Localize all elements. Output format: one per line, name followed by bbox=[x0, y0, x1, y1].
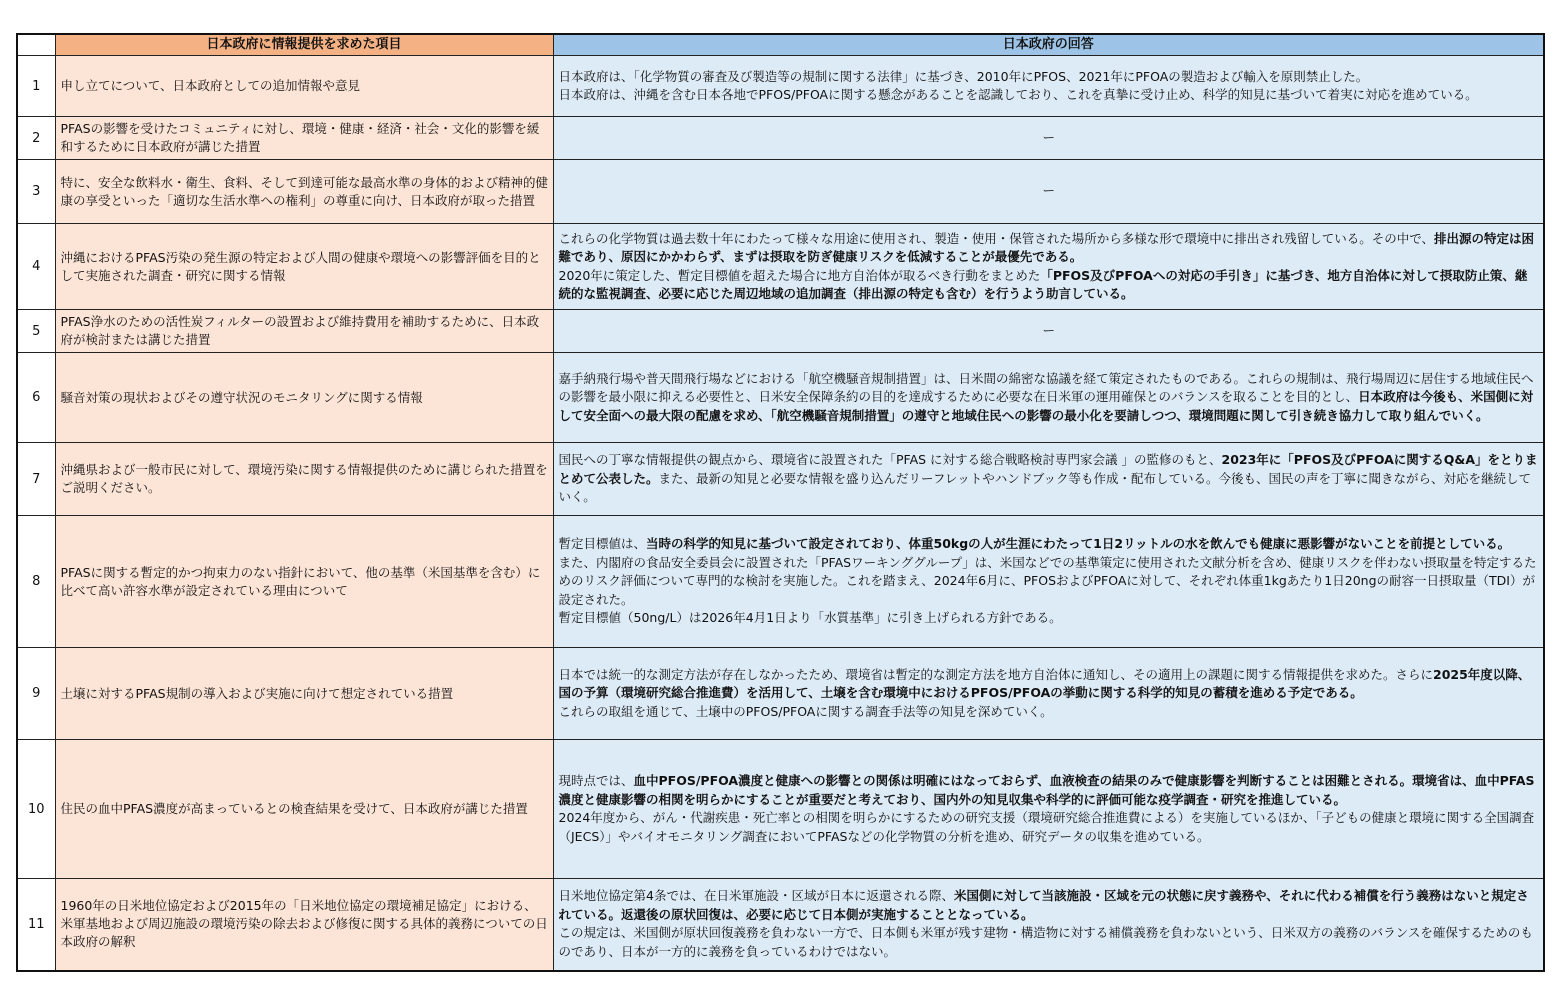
table-row bbox=[17, 740, 1544, 879]
answer-paragraph bbox=[559, 68, 1540, 87]
answer-text: 国民への丁寧な情報提供の観点から、環境省に設置された「PFAS に対する総合戦略検討専門家会議 」の監修のもと、 bbox=[558, 452, 1222, 468]
requested-item: 申し立てについて、日本政府としての追加情報や意見 bbox=[55, 56, 553, 117]
table-row bbox=[17, 879, 1544, 971]
header-row bbox=[17, 34, 1544, 56]
government-answer bbox=[553, 648, 1544, 740]
answer-text: 日本政府は、沖縄を含む日本各地でPFOS/PFOAに関する懸念があることを認識しており、これを真摯に受け止め、科学的知見に基づいて着実に対応を進めている。 bbox=[558, 87, 1478, 102]
table-row bbox=[17, 443, 1544, 516]
answer-paragraph bbox=[559, 609, 1540, 628]
answer-text: また、内閣府の食品安全委員会に設置された「PFASワーキンググループ」は、米国などでの基準策定に使用された文献分析を含め、健康リスクを伴わない摂取量を特定するためのリスク評価について専門的な検討を実施した。これを踏まえ、2024年6月に、PFOSおよびPFOAに対して、それぞれ体重1kgあたり1日20ngの耐容一日摂取量（TDI）が設定された。 bbox=[558, 554, 1537, 607]
answer-text: 嘉手納飛行場や普天間飛行場などにおける「航空機騒音規制措置」は、日米間の綿密な協議を経て策定されたものである。これらの規制は、飛行場周辺に居住する地域住民への影響を最小限に抑える必要性と、日米安全保障条約の目的を達成するために必要な在日米軍の運用確保とのバランスを取ることを目的とし、 bbox=[558, 370, 1534, 405]
answer-emphasis: 米国側に対して当該施設・区域を元の状態に戻す義務や、それに代わる補償を行う義務はないと規定されている。返還後の原状回復は、必要に応じて日本側が実施することとなっている。 bbox=[558, 888, 1529, 922]
requested-item: 騒音対策の現状およびその遵守状況のモニタリングに関する情報 bbox=[55, 353, 553, 443]
answer-text: 日米地位協定第4条では、在日米軍施設・区域が日本に返還される際、 bbox=[558, 888, 954, 904]
answer-paragraph bbox=[559, 370, 1540, 426]
answer-emphasis: 2023年に「PFOS及びPFOAに関するQ&A」をとりまとめて公表した。 bbox=[558, 452, 1538, 486]
government-answer bbox=[553, 353, 1544, 443]
row-number: 8 bbox=[17, 516, 55, 648]
answer-text: ー bbox=[1042, 129, 1055, 145]
table-row bbox=[17, 648, 1544, 740]
table-row bbox=[17, 516, 1544, 648]
requested-item: 特に、安全な飲料水・衛生、食料、そして到達可能な最高水準の身体的および精神的健康の享受といった「適切な生活水準への権利」の尊重に向け、日本政府が取った措置 bbox=[55, 160, 553, 224]
answer-paragraph bbox=[559, 554, 1540, 610]
answer-paragraph bbox=[559, 129, 1540, 148]
answer-text: また、最新の知見と必要な情報を盛り込んだリーフレットやハンドブック等も作成・配布している。今後も、国民の声を丁寧に聞きながら、対応を継続していく。 bbox=[558, 470, 1532, 505]
government-answer bbox=[553, 117, 1544, 160]
government-answer bbox=[553, 443, 1544, 516]
row-number: 7 bbox=[17, 443, 55, 516]
table-row bbox=[17, 56, 1544, 117]
requested-item: 1960年の日米地位協定および2015年の「日米地位協定の環境補足協定」における、米軍基地および周辺施設の環境汚染の除去および修復に関する具体的義務についての日本政府の解釈 bbox=[55, 879, 553, 971]
answer-emphasis: 排出源の特定は困難であり、原因にかかわらず、まずは摂取を防ぎ健康リスクを低減することが最優先である。 bbox=[558, 230, 1535, 264]
answer-text: 2020年に策定した、暫定目標値を超えた場合に地方自治体が取るべき行動をまとめた bbox=[558, 267, 1041, 283]
answer-paragraph bbox=[559, 809, 1540, 846]
government-answer bbox=[553, 879, 1544, 971]
answer-paragraph bbox=[559, 887, 1540, 924]
requested-item: PFAS浄水のための活性炭フィルターの設置および維持費用を補助するために、日本政府が検討または講じた措置 bbox=[55, 310, 553, 353]
answer-text: 暫定目標値（50ng/L）は2026年4月1日より「水質基準」に引き上げられる方針である。 bbox=[558, 610, 1062, 626]
answer-paragraph bbox=[559, 86, 1540, 105]
answer-text: この規定は、米国側が原状回復義務を負わない一方で、日本側も米軍が残す建物・構造物に対する補償義務を負わないという、日米双方の義務のバランスを確保するためのものであり、日本が一方的に義務を負っているわけではない。 bbox=[558, 925, 1533, 959]
answer-text: 日本では統一的な測定方法が存在しなかったため、環境省は暫定的な測定方法を地方自治体に通知し、その適用上の課題に関する情報提供を求めた。さらに bbox=[558, 666, 1434, 682]
requested-item: 土壌に対するPFAS規制の導入および実施に向けて想定されている措置 bbox=[55, 648, 553, 740]
table-container bbox=[16, 33, 1543, 972]
table-row bbox=[17, 353, 1544, 443]
row-number: 5 bbox=[17, 310, 55, 353]
row-number: 3 bbox=[17, 160, 55, 224]
answer-emphasis: 当時の科学的知見に基づいて設定されており、体重50kgの人が生涯にわたって1日2リットルの水を飲んでも健康に悪影響がないことを前提としている。 bbox=[646, 536, 1511, 552]
answer-paragraph bbox=[559, 322, 1540, 341]
requested-item: PFASの影響を受けたコミュニティに対し、環境・健康・経済・社会・文化的影響を緩和するために日本政府が講じた措置 bbox=[55, 117, 553, 160]
header-requested-items: 日本政府に情報提供を求めた項目 bbox=[55, 34, 553, 56]
government-answer bbox=[553, 56, 1544, 117]
answer-text: 暫定目標値は、 bbox=[558, 536, 647, 552]
answer-text: 現時点では、 bbox=[558, 773, 634, 788]
table-row bbox=[17, 224, 1544, 310]
answer-paragraph bbox=[559, 535, 1540, 554]
government-answer bbox=[553, 740, 1544, 879]
government-answer bbox=[553, 516, 1544, 648]
answer-text: 2024年度から、がん・代謝疾患・死亡率との相関を明らかにするための研究支援（環境研究総合推進費による）を実施しているほか、「子どもの健康と環境に関する全国調査（JECS）」やバイオモニタリング調査においてPFASなどの化学物質の分析を進め、研究データの収集を進めている。 bbox=[558, 810, 1535, 844]
answer-text: これらの取組を通じて、土壌中のPFOS/PFOAに関する調査手法等の知見を深めていく。 bbox=[558, 703, 1053, 719]
answer-emphasis: 日本政府は今後も、米国側に対して安全面への最大限の配慮を求め、「航空機騒音規制措置」の遵守と地域住民への影響の最小化を要請しつつ、環境問題に関して引き続き協力して取り組んでいく。 bbox=[558, 389, 1534, 423]
row-number: 2 bbox=[17, 117, 55, 160]
requested-item: 沖縄におけるPFAS汚染の発生源の特定および人間の健康や環境への影響評価を目的として実施された調査・研究に関する情報 bbox=[55, 224, 553, 310]
requested-item: 住民の血中PFAS濃度が高まっているとの検査結果を受けて、日本政府が講じた措置 bbox=[55, 740, 553, 879]
table-row bbox=[17, 310, 1544, 353]
answer-emphasis: 血中PFOS/PFOA濃度と健康への影響との関係は明確にはなっておらず、血液検査の結果のみで健康影響を判断することは困難とされる。環境省は、血中PFAS濃度と健康影響の相関を明らかにすることが重要だと考えており、国内外の知見収集や科学的に評価可能な疫学調査・研究を推進している。 bbox=[558, 773, 1535, 807]
government-answer bbox=[553, 224, 1544, 310]
header-number bbox=[17, 34, 55, 56]
answer-paragraph bbox=[559, 267, 1540, 304]
requested-item: 沖縄県および一般市民に対して、環境汚染に関する情報提供のために講じられた措置をご説明ください。 bbox=[55, 443, 553, 516]
row-number: 6 bbox=[17, 353, 55, 443]
answer-paragraph bbox=[559, 666, 1540, 703]
row-number: 11 bbox=[17, 879, 55, 971]
answer-paragraph bbox=[559, 182, 1540, 201]
requested-item: PFASに関する暫定的かつ拘束力のない指針において、他の基準（米国基準を含む）に比べて高い許容水準が設定されている理由について bbox=[55, 516, 553, 648]
table-row bbox=[17, 117, 1544, 160]
answer-emphasis: 「PFOS及びPFOAへの対応の手引き」に基づき、地方自治体に対して摂取防止策、継続的な監視調査、必要に応じた周辺地域の追加調査（排出源の特定も含む）を行うよう助言している。 bbox=[558, 267, 1528, 301]
answer-emphasis: 2025年度以降、国の予算（環境研究総合推進費）を活用して、土壌を含む環境中におけるPFOS/PFOAの挙動に関する科学的知見の蓄積を進める予定である。 bbox=[558, 666, 1531, 701]
answer-paragraph bbox=[559, 924, 1540, 961]
answer-paragraph bbox=[559, 703, 1540, 722]
answer-text: ー bbox=[1042, 322, 1055, 338]
row-number: 1 bbox=[17, 56, 55, 117]
answer-paragraph bbox=[559, 230, 1540, 267]
row-number: 9 bbox=[17, 648, 55, 740]
answer-paragraph bbox=[559, 772, 1540, 809]
government-answer bbox=[553, 310, 1544, 353]
pfas-response-table bbox=[16, 33, 1545, 972]
answer-text: これらの化学物質は過去数十年にわたって様々な用途に使用され、製造・使用・保管された場所から多様な形で環境中に排出され残留している。その中で、 bbox=[558, 230, 1435, 246]
row-number: 10 bbox=[17, 740, 55, 879]
answer-paragraph bbox=[559, 451, 1540, 507]
header-government-answer: 日本政府の回答 bbox=[553, 34, 1544, 56]
government-answer bbox=[553, 160, 1544, 224]
answer-text: ー bbox=[1042, 183, 1055, 199]
answer-text: 日本政府は、「化学物質の審査及び製造等の規制に関する法律」に基づき、2010年にPFOS、2021年にPFOAの製造および輸入を原則禁止した。 bbox=[558, 68, 1369, 84]
table-row bbox=[17, 160, 1544, 224]
row-number: 4 bbox=[17, 224, 55, 310]
